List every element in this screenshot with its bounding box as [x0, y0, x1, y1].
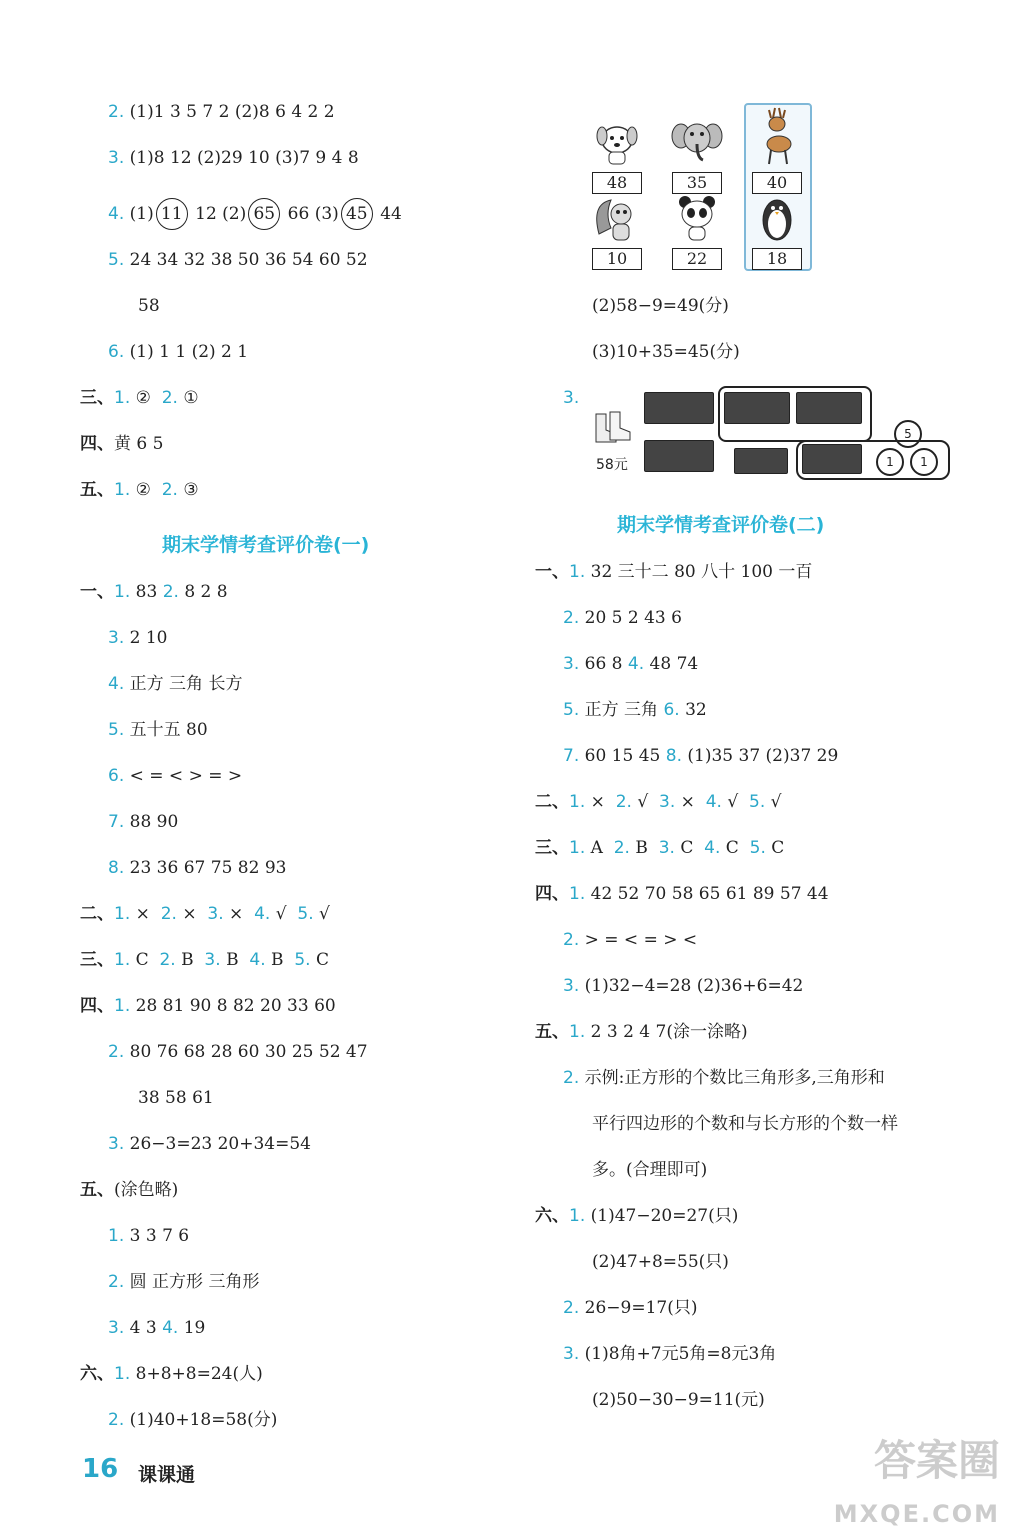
item-number: 2. [161, 388, 178, 408]
banknote [796, 392, 862, 424]
watermark-url: MXQE.COM [833, 1500, 1000, 1528]
answer-row [108, 1262, 259, 1302]
answer-row [592, 286, 729, 326]
item-number: 3. [207, 904, 224, 924]
answer-text: ① [183, 388, 199, 408]
coin-icon: 5 [894, 420, 922, 448]
answer-text: (1)35 37 (2)37 29 [687, 746, 839, 766]
answer-text: < = < > = > [129, 766, 243, 786]
answer-text: 88 90 [129, 812, 179, 832]
item-number: 3. [108, 1318, 125, 1338]
answer-row [535, 1196, 738, 1236]
answer-text: 示例:正方形的个数比三角形多,三角形和 [584, 1068, 885, 1088]
answer-text: (1)40+18=58(分) [129, 1410, 278, 1430]
answer-text: 66 (3) [287, 204, 339, 224]
answer-text: √ [637, 792, 649, 812]
item-number: 2. [159, 950, 176, 970]
animal-score-box: 18 [752, 248, 802, 270]
coin-icon: 1 [910, 448, 938, 476]
answer-row [108, 756, 242, 796]
item-number: 4. [108, 674, 125, 694]
answer-text: 28 81 90 8 82 20 33 60 [135, 996, 336, 1016]
item-number: 3. [563, 654, 580, 674]
animal-card-deer [748, 106, 806, 194]
section-label: 三、 [80, 950, 114, 970]
section-label: 二、 [535, 792, 569, 812]
item-number: 2. [108, 1272, 125, 1292]
item-number: 1. [114, 388, 131, 408]
answer-text: √ [319, 904, 330, 924]
banknote [644, 440, 714, 472]
answer-row [80, 572, 228, 612]
answer-text: 60 15 45 [584, 746, 661, 766]
item-number: 3. [563, 976, 580, 996]
answer-text: (1)32−4=28 (2)36+6=42 [584, 976, 804, 996]
answer-text: 66 8 [584, 654, 623, 674]
answer-row [108, 710, 208, 750]
answer-text: (3)10+35=45(分) [592, 342, 740, 362]
answer-row [563, 690, 707, 730]
answer-text: 8+8+8=24(人) [135, 1364, 263, 1384]
section-label: 五、 [80, 1180, 114, 1200]
dog-icon [591, 118, 643, 166]
item-number: 3. [108, 628, 125, 648]
section-label: 二、 [80, 904, 114, 924]
answer-row [563, 598, 682, 638]
answer-row [108, 1216, 189, 1256]
item-number: 3. [659, 792, 676, 812]
answer-row [108, 664, 242, 704]
item-number: 8. [108, 858, 125, 878]
item-number: 4. [254, 904, 271, 924]
answer-row [563, 736, 838, 776]
item-number: 2. [563, 1068, 580, 1088]
answer-text: B [271, 950, 284, 970]
item-number: 2. [563, 608, 580, 628]
answer-row [108, 618, 168, 658]
item-number: 4. [162, 1318, 179, 1338]
animal-card-elephant [668, 118, 726, 194]
item-number: 4. [108, 204, 125, 224]
answer-row [108, 1124, 311, 1164]
answer-row [80, 940, 329, 980]
item-number: 2. [161, 480, 178, 500]
answer-text: 44 [380, 204, 402, 224]
item-number: 4. [705, 792, 722, 812]
item-number: 4. [249, 950, 266, 970]
section-label: 五、 [535, 1022, 569, 1042]
banknote [734, 448, 788, 474]
item-number: 1. [114, 950, 131, 970]
answer-text: 2 3 2 4 7(涂一涂略) [590, 1022, 748, 1042]
answer-text: (涂色略) [114, 1180, 179, 1200]
shoes-icon [592, 408, 634, 446]
answer-row [80, 424, 163, 464]
answer-text: ② [135, 480, 151, 500]
answer-text: 83 [135, 582, 158, 602]
answer-row [108, 194, 402, 234]
deer-icon [751, 106, 803, 166]
answer-text: × [135, 904, 150, 924]
answer-text: (1)47−20=27(只) [590, 1206, 739, 1226]
item-number: 7. [563, 746, 580, 766]
answer-row [563, 1058, 885, 1098]
item-number: 1. [114, 480, 131, 500]
item-number: 2. [613, 838, 630, 858]
answer-text: C [771, 838, 785, 858]
answer-row [80, 470, 199, 510]
answer-text: 20 5 2 43 6 [584, 608, 682, 628]
answer-row [80, 1170, 178, 1210]
animal-card-dog [588, 118, 646, 194]
answer-text: 多。(合理即可) [592, 1160, 708, 1180]
squirrel-icon [591, 194, 643, 242]
answer-text: 48 74 [649, 654, 699, 674]
item-number: 6. [108, 342, 125, 362]
answer-row [563, 378, 579, 418]
answer-text: 平行四边形的个数和与长方形的个数一样 [592, 1114, 898, 1134]
answer-text: 80 76 68 28 60 30 25 52 47 [129, 1042, 368, 1062]
item-number: 5. [749, 792, 766, 812]
answer-row [535, 874, 829, 914]
section-label: 六、 [535, 1206, 569, 1226]
answer-row [563, 644, 698, 684]
answer-row [563, 920, 697, 960]
item-number: 2. [563, 930, 580, 950]
animal-score-box: 48 [592, 172, 642, 194]
answer-text: √ [275, 904, 287, 924]
item-number: 5. [749, 838, 766, 858]
item-number: 5. [563, 700, 580, 720]
answer-text: × [229, 904, 244, 924]
answer-row [108, 138, 359, 178]
item-number: 3. [108, 148, 125, 168]
answer-text: 42 52 70 58 65 61 89 57 44 [590, 884, 829, 904]
answer-text: 4 3 [129, 1318, 157, 1338]
animal-score-box: 35 [672, 172, 722, 194]
answer-row [80, 986, 336, 1026]
item-number: 3. [108, 1134, 125, 1154]
answer-text: > = < = > < [584, 930, 698, 950]
answer-row [108, 92, 335, 132]
banknote [644, 392, 714, 424]
section-label: 一、 [535, 562, 569, 582]
answer-row [592, 1380, 765, 1420]
coin-icon: 1 [876, 448, 904, 476]
answer-row [108, 1032, 368, 1072]
answer-text: C [135, 950, 149, 970]
answer-text: B [226, 950, 239, 970]
item-number: 1. [569, 884, 586, 904]
answer-text: ② [135, 388, 151, 408]
item-number: 1. [108, 1226, 125, 1246]
penguin-icon [751, 194, 803, 242]
circled-number: 11 [156, 198, 188, 230]
answer-text: 黄 6 5 [114, 434, 164, 454]
item-number: 5. [108, 250, 125, 270]
item-number: 2. [108, 102, 125, 122]
item-number: 6. [663, 700, 680, 720]
item-number: 1. [114, 996, 131, 1016]
answer-text: C [315, 950, 329, 970]
item-number: 2. [108, 1042, 125, 1062]
item-number: 1. [569, 1022, 586, 1042]
answer-text: 五十五 80 [129, 720, 208, 740]
item-number: 2. [108, 1410, 125, 1430]
answer-row [108, 240, 368, 280]
answer-row [592, 1150, 707, 1190]
answer-text: 19 [183, 1318, 206, 1338]
item-number: 2. [563, 1298, 580, 1318]
answer-row [535, 1012, 748, 1052]
answer-row [108, 1308, 205, 1348]
circled-number: 45 [341, 198, 373, 230]
answer-text: C [725, 838, 739, 858]
banknote [802, 444, 862, 474]
item-number: 3. [563, 388, 580, 408]
item-number: 8. [665, 746, 682, 766]
section-title: 期末学情考查评价卷(二) [617, 514, 825, 536]
answer-text: 26−3=23 20+34=54 [129, 1134, 311, 1154]
answer-text: 12 (2) [195, 204, 247, 224]
answer-text: 32 三十二 80 八十 100 一百 [590, 562, 813, 582]
answer-text: B [635, 838, 648, 858]
item-number: 3. [563, 1344, 580, 1364]
answer-text: (2)47+8=55(只) [592, 1252, 729, 1272]
answer-text: 正方 三角 长方 [129, 674, 243, 694]
answer-text: (1) 1 1 (2) 2 1 [129, 342, 249, 362]
answer-text: 24 34 32 38 50 36 54 60 52 [129, 250, 368, 270]
section-label: 四、 [535, 884, 569, 904]
answer-row [535, 782, 781, 822]
answer-text: (2)58−9=49(分) [592, 296, 729, 316]
answer-row [108, 1400, 277, 1440]
section-label: 三、 [535, 838, 569, 858]
item-number: 3. [204, 950, 221, 970]
answer-text: B [181, 950, 194, 970]
answer-row [535, 552, 812, 592]
answer-row [80, 894, 330, 934]
price-label: 58元 [596, 457, 628, 473]
item-number: 1. [114, 904, 131, 924]
answer-text: × [182, 904, 197, 924]
item-number: 1. [569, 562, 586, 582]
answer-row [592, 332, 740, 372]
animal-card-panda [668, 194, 726, 270]
animal-score-box: 10 [592, 248, 642, 270]
answer-text: C [680, 838, 694, 858]
page-number: 16 [82, 1454, 119, 1484]
item-number: 4. [627, 654, 645, 674]
elephant-icon [671, 118, 723, 166]
answer-text: (1)8角+7元5角=8元3角 [584, 1344, 777, 1364]
item-number: 3. [658, 838, 675, 858]
answer-text: × [590, 792, 605, 812]
answer-row [592, 1104, 898, 1144]
item-number: 5. [108, 720, 125, 740]
answer-text: 26−9=17(只) [584, 1298, 698, 1318]
answer-row [592, 1242, 729, 1282]
answer-text: (1)8 12 (2)29 10 (3)7 9 4 8 [129, 148, 359, 168]
circled-number: 65 [248, 198, 280, 230]
section-label: 五、 [80, 480, 114, 500]
banknote [724, 392, 790, 424]
animal-card-penguin [748, 194, 806, 270]
item-number: 2. [160, 904, 177, 924]
answer-row [138, 1078, 214, 1118]
section-label: 四、 [80, 996, 114, 1016]
answer-row [138, 286, 160, 326]
section-label: 一、 [80, 582, 114, 602]
answer-text: 32 [685, 700, 707, 720]
answer-text: 23 36 67 75 82 93 [129, 858, 287, 878]
answer-text: 圆 正方形 三角形 [129, 1272, 260, 1292]
section-label: 四、 [80, 434, 114, 454]
item-number: 2. [162, 582, 179, 602]
answer-text: √ [770, 792, 782, 812]
section-title: 期末学情考查评价卷(一) [162, 534, 370, 556]
panda-icon [671, 194, 723, 242]
answer-text: 2 10 [129, 628, 168, 648]
answer-row [80, 378, 199, 418]
section-label: 六、 [80, 1364, 114, 1384]
answer-text: 38 58 61 [138, 1088, 214, 1108]
answer-row [535, 828, 784, 868]
section-label: 三、 [80, 388, 114, 408]
answer-row [563, 1288, 697, 1328]
item-number: 5. [297, 904, 314, 924]
watermark-logo: 答案圈 [873, 1436, 1000, 1485]
animal-card-squirrel [588, 194, 646, 270]
answer-row [563, 966, 803, 1006]
answer-row [80, 1354, 263, 1394]
item-number: 1. [569, 792, 586, 812]
answer-text: 8 2 8 [184, 582, 228, 602]
answer-text: ③ [183, 480, 199, 500]
answer-text: (2)50−30−9=11(元) [592, 1390, 765, 1410]
answer-text: A [590, 838, 603, 858]
brand-name: 课课通 [138, 1464, 196, 1486]
answer-text: 58 [138, 296, 160, 316]
item-number: 1. [114, 582, 131, 602]
item-number: 1. [114, 1364, 131, 1384]
answer-text: × [680, 792, 695, 812]
answer-text: 正方 三角 [584, 700, 659, 720]
answer-text: 3 3 7 6 [129, 1226, 190, 1246]
answer-row [108, 802, 178, 842]
animal-score-box: 22 [672, 248, 722, 270]
item-number: 7. [108, 812, 125, 832]
answer-row [563, 1334, 776, 1374]
answer-text: (1)1 3 5 7 2 (2)8 6 4 2 2 [129, 102, 335, 122]
answer-text: (1) [129, 204, 154, 224]
item-number: 1. [569, 838, 586, 858]
answer-row [108, 848, 286, 888]
item-number: 1. [569, 1206, 586, 1226]
answer-text: √ [727, 792, 739, 812]
item-number: 4. [704, 838, 721, 858]
item-number: 5. [294, 950, 311, 970]
item-number: 2. [615, 792, 632, 812]
animal-score-box: 40 [752, 172, 802, 194]
item-number: 6. [108, 766, 125, 786]
answer-row [108, 332, 248, 372]
